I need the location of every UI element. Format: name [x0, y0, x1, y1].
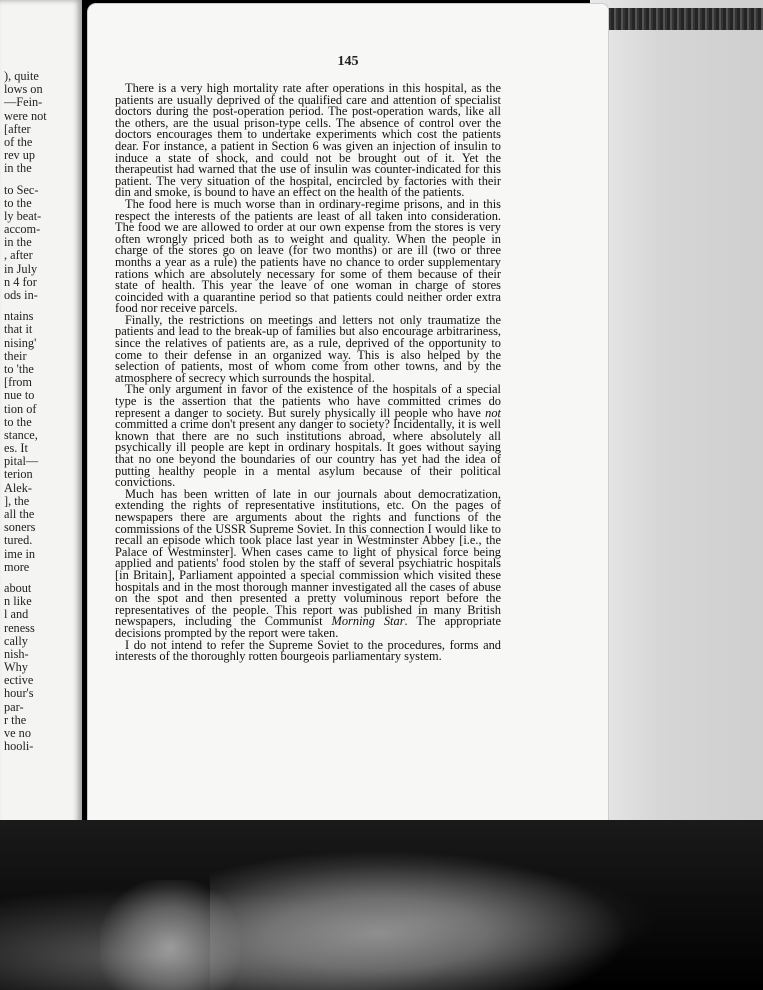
left-page-fragment: nue to: [4, 388, 35, 403]
scan-bottom-glare: [210, 850, 630, 990]
left-page-fragment: par-: [4, 699, 24, 714]
left-page-fragment: terion: [4, 467, 33, 482]
left-page-fragment: , after: [4, 248, 33, 263]
left-page-fragment: were not: [4, 108, 47, 123]
left-facing-page: [0, 0, 82, 860]
left-page-fragment: to the: [4, 414, 32, 429]
left-page-fragment: [from: [4, 375, 32, 390]
left-page-fragment: Why: [4, 660, 28, 675]
italic-text: not: [485, 405, 501, 420]
left-page-fragment: all the: [4, 507, 35, 521]
left-page-fragment: to 'the: [4, 361, 34, 376]
left-page-fragment: n 4 for: [4, 274, 37, 289]
left-page-fragment: es. It: [4, 441, 28, 456]
left-page-fragment: rev up: [4, 148, 36, 163]
document-page: [88, 4, 608, 844]
left-page-fragment: stance,: [4, 427, 38, 442]
left-page-fragment: ly beat-: [4, 208, 42, 223]
left-page-fragment: tured.: [4, 533, 33, 548]
paragraph-text: committed a crime don't present any danger to society? Incidentally, it is well known that there are no such institutions abroad, where absolutely all psychically ill people are kept in ordinary hospitals. It goes without saying that no one beyond the boundaries of our country has yet had the idea of putting healthy people in a mental asylum because of their political convictions.: [115, 417, 501, 490]
left-page-fragment: r the: [4, 712, 27, 727]
paragraph-text: I do not intend to refer the Supreme Soviet to the procedures, forms and interests of the thoroughly rotten bourgeois parliamentary system.: [115, 637, 501, 664]
left-page-fragment: in July: [4, 261, 38, 276]
left-page-fragment: about: [4, 580, 32, 595]
left-page-fragment: that it: [4, 322, 33, 337]
right-page-edge: [590, 8, 763, 30]
left-page-fragment: hooli-: [4, 739, 34, 754]
left-page-fragment: in the: [4, 161, 32, 176]
left-page-fragment: ntains: [4, 309, 34, 324]
left-page-fragment: soners: [4, 520, 36, 535]
paragraph: [115, 196, 501, 316]
paragraph-text: There is a very high mortality rate after operations in this hospital, as the patients are usually deprived of the qualified care and attention of specialist doctors during the post-operation period. The post-operation wards, like all the others, are the usual prison-type cells. The absence of control over the doctors encourages them to undertake experiments which cost the patients dear. For instance, a patient in Section 6 was given an injection of insulin to induce a state of shock, and could not be brought out of it. Yet the therapeutist had warned that the use of insulin was counter-indicated for this patient. The very situation of the hospital, encircled by factories with their din and smoke, is bound to have an effect on the health of the patients.: [115, 81, 501, 200]
left-page-fragment: tion of: [4, 401, 37, 416]
left-page-fragment: ods in-: [4, 288, 38, 302]
paragraph-text: Finally, the restrictions on meetings and letters not only traumatize the patients and lead to the break-up of families but also encourage arbitrariness, since the relatives of patients are, as a rule, deprived of the opportunity to come to their defense in an organized way. This is also helped by the selection of patients, most of whom come from other towns, and by the atmosphere of secrecy which surrounds the hospital.: [115, 312, 501, 385]
left-page-fragment: pital—: [4, 454, 39, 469]
left-page-fragment: Alek-: [4, 480, 32, 495]
left-page-fragment: ime in: [4, 546, 36, 561]
paragraph: [115, 384, 501, 488]
left-page-fragment: ective: [4, 673, 34, 688]
left-page-text-fragments: [4, 70, 78, 753]
left-page-fragment: reness: [4, 620, 35, 635]
paragraph-text: The food here is much worse than in ordinary-regime prisons, and in this respect the interests of the patients are least of all taken into consideration. The food we are allowed to order at our own expense from the stores is very often wrongly priced both as to weight and quality. When the people in charge of the stores go on leave (for two months) or are ill (two or three months a year as a rule) the patients have no chance to order supplementary rations which are absolutely necessary for some of them because of their state of health. This year the leave of one woman in charge of stores coincided with a quarantine period so that patients could neither order extra food nor receive parcels.: [115, 196, 501, 316]
left-page-fragment: nish-: [4, 646, 29, 661]
left-page-fragment: in the: [4, 235, 32, 250]
left-page-fragment: accom-: [4, 222, 41, 237]
page-text-body: [115, 83, 501, 663]
left-page-fragment: more: [4, 559, 30, 574]
paragraph: [115, 486, 501, 640]
left-page-fragment: ), quite: [4, 69, 39, 83]
scan-bottom-left-glare: [100, 880, 240, 990]
left-page-fragment: [after: [4, 121, 31, 136]
paragraph-text: Much has been written of late in our journals about democratization, extending the rights of representative institutions, etc. On the pages of newspapers there are arguments about the rights and functions of the commissions of the USSR Supreme Soviet. In this connection I would like to recall an episode which took place last year in Westminster Abbey [i.e., the Palace of Westminster]. When cases came to light of physical force being applied and patients' food stolen by the staff of several psychiatric hospitals [in Britain], Parliament appointed a special commission which visited these hospitals and in the most thorough manner investigated all the cases of abuse on the spot and then presented a pretty voluminous report before the representatives of the people. This report was published in many British newspapers, including the Communist: [115, 486, 501, 629]
left-page-fragment: ve no: [4, 726, 31, 740]
right-scanner-margin: [590, 0, 763, 825]
left-page-fragment: of the: [4, 134, 33, 149]
paragraph-text: . The appropriate decisions prompted by the report were taken.: [115, 614, 501, 640]
left-page-fragment: l and: [4, 607, 29, 622]
left-page-fragment: cally: [4, 633, 28, 648]
paragraph: [115, 83, 501, 199]
left-page-fragment: ], the: [4, 493, 30, 508]
paragraph: [115, 637, 501, 664]
left-page-fragment: nising': [4, 335, 37, 350]
left-page-fragment: lows on: [4, 82, 43, 97]
italic-text: Morning Star: [331, 614, 405, 629]
left-page-fragment: to the: [4, 195, 32, 210]
paragraph: [115, 312, 501, 385]
left-page-fragment: their: [4, 348, 27, 363]
left-page-fragment: hour's: [4, 686, 34, 701]
left-page-fragment: to Sec-: [4, 182, 39, 197]
left-page-fragment: n like: [4, 594, 32, 609]
page-number: 145: [337, 54, 359, 69]
paragraph-text: The only argument in favor of the existence of the hospitals of a special type is the assertion that the patients who have committed crimes do represent a danger to society. But surely physically ill people who have: [115, 382, 501, 420]
left-page-fragment: —Fein-: [4, 95, 43, 110]
